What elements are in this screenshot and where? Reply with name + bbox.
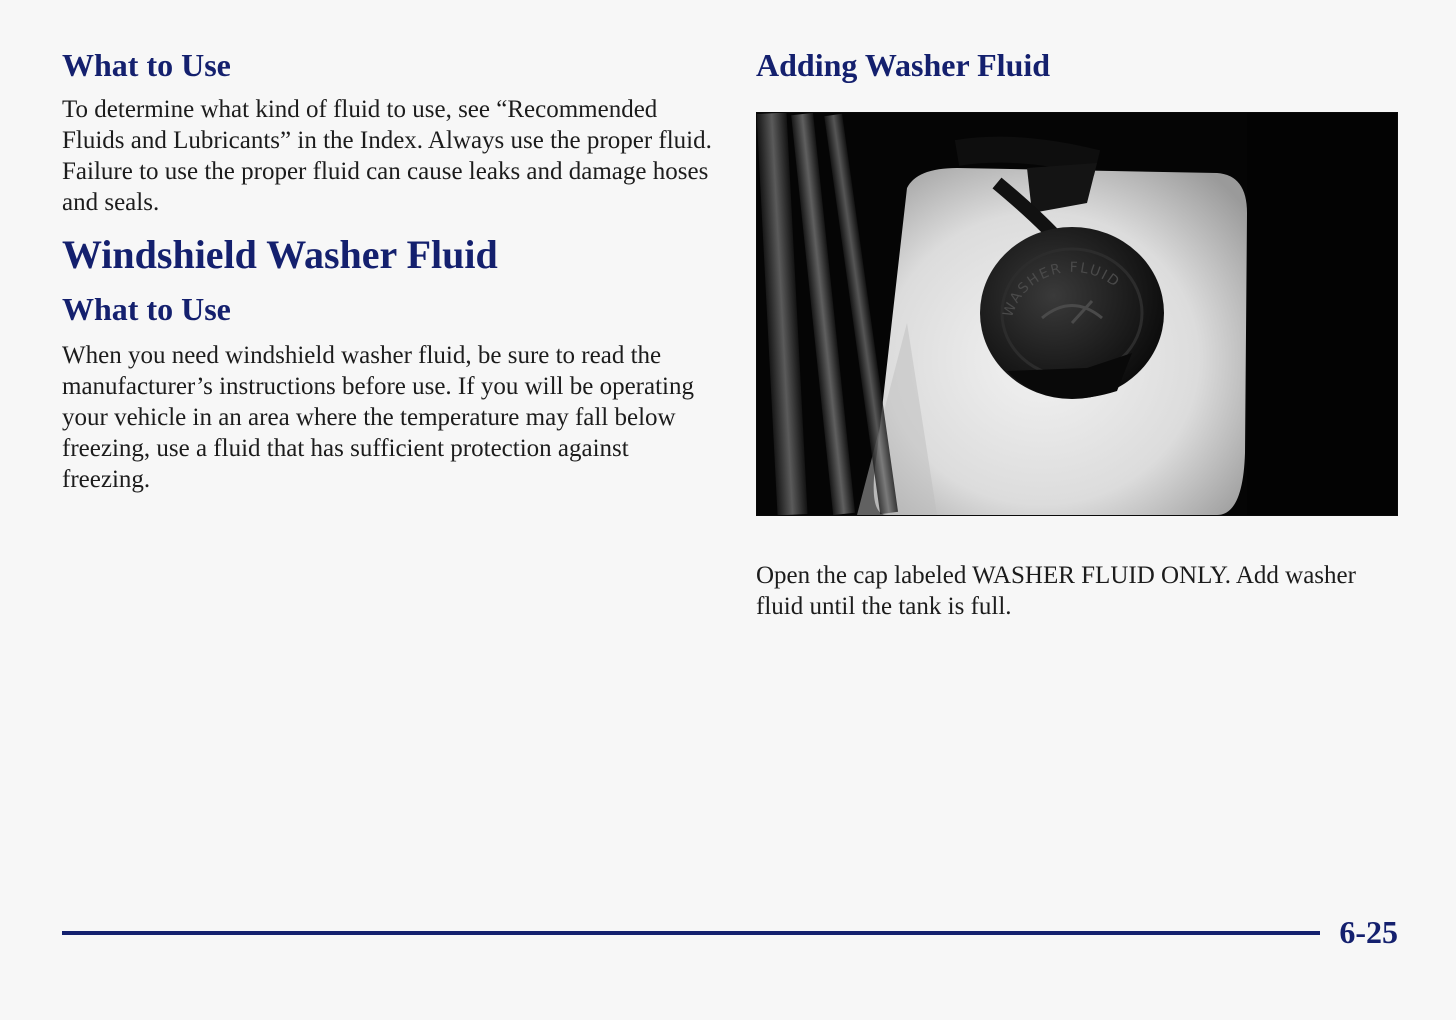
right-column	[756, 46, 1398, 622]
what-to-use-heading: What to Use	[62, 47, 231, 83]
what-to-use-paragraph: To determine what kind of fluid to use, see “Recommended Fluids and Lubricants” in the Index. Always use the proper fluid. Failure to use the proper fluid can cause leaks and damage hoses and seals.	[62, 96, 712, 216]
adding-washer-fluid-heading: Adding Washer Fluid	[756, 47, 1051, 83]
left-column	[62, 46, 722, 495]
section-heading: Windshield Washer Fluid	[62, 232, 498, 277]
washer-fluid-reservoir-photo	[756, 112, 1398, 516]
reservoir-illustration	[757, 113, 1397, 515]
washer-fluid-paragraph: When you need windshield washer fluid, be sure to read the manufacturer’s instructions before use. If you will be operating your vehicle in an area where the temperature may fall below freezing, use a fluid that has sufficient protection against freezing.	[62, 342, 694, 493]
cap-text: WASHER FLUID	[1000, 259, 1124, 320]
photo-caption: Open the cap labeled WASHER FLUID ONLY. Add washer fluid until the tank is full.	[756, 562, 1356, 620]
footer-rule	[62, 931, 1320, 935]
washer-fluid-what-to-use-heading: What to Use	[62, 291, 231, 327]
page-number: 6-25	[1339, 914, 1398, 950]
